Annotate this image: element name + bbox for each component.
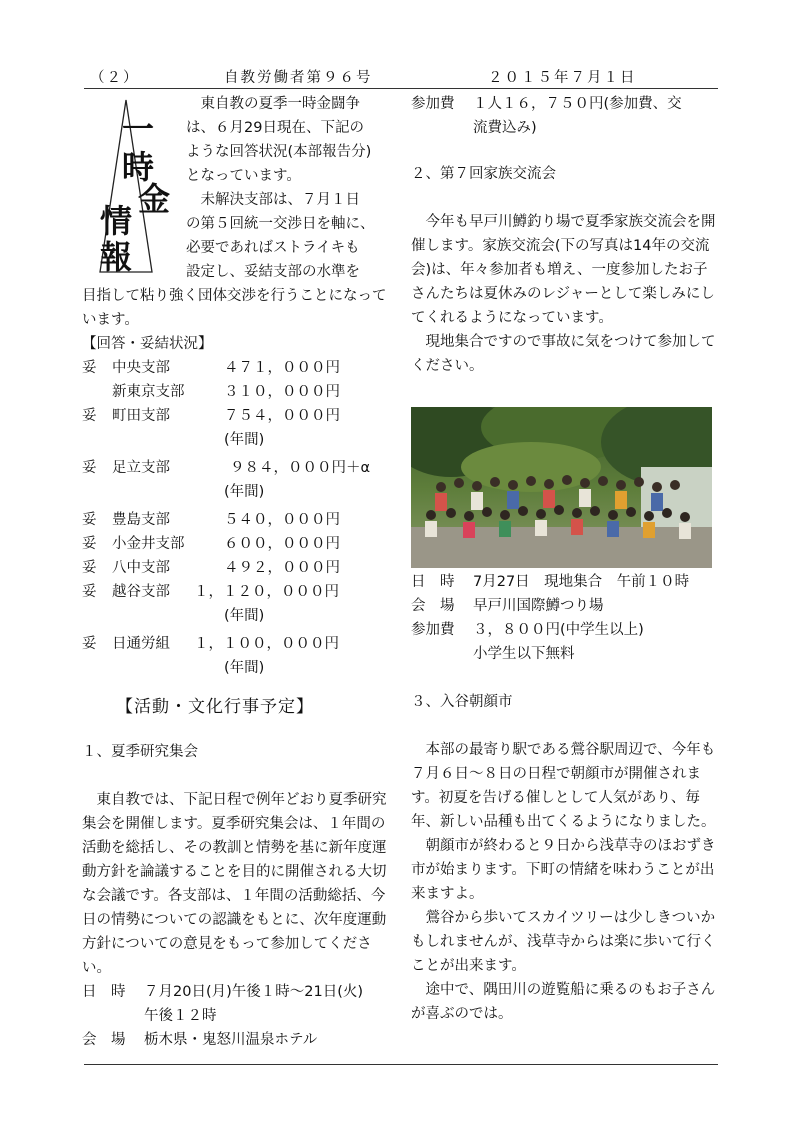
family-place: 早戸川国際鱒つり場 xyxy=(473,598,604,614)
settled-mark: 妥 xyxy=(82,360,97,376)
svg-text:金: 金 xyxy=(138,180,171,218)
settled-mark: 妥 xyxy=(82,408,97,424)
seminar-place-row xyxy=(82,1028,394,1052)
status-row xyxy=(82,556,394,580)
intro-line: 未解決支部は、７月１日 xyxy=(200,192,360,208)
family-event xyxy=(411,162,721,378)
intro-line: ような回答状況(本部報告分) xyxy=(186,144,372,160)
family-fee: ３，８００円(中学生以上) xyxy=(473,622,644,638)
svg-text:時: 時 xyxy=(122,148,155,186)
bonus-intro-full xyxy=(82,284,394,356)
settled-mark: 妥 xyxy=(82,536,97,552)
market-title: ３、入谷朝顔市 xyxy=(411,694,513,710)
seminar-fee-row xyxy=(411,92,721,116)
bonus-info-logo xyxy=(86,96,176,276)
family-event-title: ２、第７回家族交流会 xyxy=(411,166,556,182)
family-fee-row xyxy=(411,618,721,642)
intro-line: となっています。 xyxy=(186,168,301,184)
status-title: 【回答・妥結状況】 xyxy=(82,336,213,352)
family-event-body: 今年も早戸川鱒釣り場で夏季家族交流会を開催します。家族交流会(下の写真は14年の交流会)は、年々参加者も増え、一度参加したお子さんたちは夏休みのレジャーとして楽しみにしてくれるようになっています。 xyxy=(411,214,716,326)
intro-line: 設定し、妥結支部の水準を xyxy=(186,264,360,280)
amount: １，１００，０００円 xyxy=(194,636,339,652)
settled-mark: 妥 xyxy=(82,584,97,600)
amount-note: (年間) xyxy=(224,660,265,676)
seminar-title: １、夏季研究集会 xyxy=(82,744,198,760)
seminar-fee-value-2: 流費込み) xyxy=(473,120,537,136)
activities-heading: 【活動・文化行事予定】 xyxy=(116,697,314,717)
status-note-row xyxy=(82,656,394,680)
intro-line: 東自教の夏季一時金闘争 xyxy=(200,96,360,112)
amount: ６００，０００円 xyxy=(224,536,340,552)
settled-mark: 妥 xyxy=(82,512,97,528)
settled-mark: 妥 xyxy=(82,560,97,576)
place-label: 会 場 xyxy=(82,1032,126,1048)
status-row xyxy=(82,580,394,604)
status-row xyxy=(82,508,394,532)
branch-name: 足立支部 xyxy=(112,460,170,476)
amount: ７５４，０００円 xyxy=(224,408,340,424)
seminar-date: ７月20日(月)午後１時～21日(火) xyxy=(144,984,364,1000)
settled-mark: 妥 xyxy=(82,460,97,476)
bonus-intro-narrow xyxy=(186,92,396,284)
seminar-place: 栃木県・鬼怒川温泉ホテル xyxy=(144,1032,318,1048)
amount: ５４０，０００円 xyxy=(224,512,340,528)
date-label: 日 時 xyxy=(82,984,126,1000)
seminar-fee-value: １人１６，７５０円(参加費、交 xyxy=(473,96,682,112)
amount: ４９２，０００円 xyxy=(224,560,340,576)
intro-continuation: 目指して粘り強く団体交渉を行うことになっています。 xyxy=(82,288,387,328)
branch-name: 豊島支部 xyxy=(112,512,170,528)
fee-label: 参加費 xyxy=(411,622,455,638)
seminar-fee-row-2 xyxy=(411,116,721,140)
status-note-row xyxy=(82,428,394,452)
place-label: 会 場 xyxy=(411,598,455,614)
intro-line: 必要であればストライキも xyxy=(186,240,360,256)
family-event-body-2: 現地集合ですので事故に気をつけて参加してください。 xyxy=(411,334,716,374)
status-note-row xyxy=(82,480,394,504)
family-fee-2: 小学生以下無料 xyxy=(473,646,575,662)
family-event-details xyxy=(411,570,721,666)
intro-line: は、６月29日現在、下記の xyxy=(186,120,364,136)
intro-line: の第５回統一交渉日を軸に、 xyxy=(186,216,375,232)
branch-name: 町田支部 xyxy=(112,408,170,424)
branch-name: 八中支部 xyxy=(112,560,170,576)
amount: １，１２０，０００円 xyxy=(194,584,339,600)
status-row xyxy=(82,456,394,480)
svg-text:報: 報 xyxy=(100,238,133,276)
family-date-row xyxy=(411,570,721,594)
market-paragraph-4: 途中で、隅田川の遊覧船に乗るのもお子さんが喜ぶのでは。 xyxy=(411,982,716,1022)
footer-rule xyxy=(84,1064,718,1065)
svg-text:情: 情 xyxy=(100,202,133,240)
date-label: 日 時 xyxy=(411,574,455,590)
issue-date: ２０１５年７月１日 xyxy=(488,70,637,86)
newspaper-title: 自教労働者第９６号 xyxy=(224,70,373,86)
family-event-group-photo xyxy=(411,407,712,568)
family-fee-row-2 xyxy=(411,642,721,666)
amount: ４７１，０００円 xyxy=(224,360,340,376)
branch-name: 中央支部 xyxy=(112,360,170,376)
amount-note: (年間) xyxy=(224,484,265,500)
status-note-row xyxy=(82,604,394,628)
family-place-row xyxy=(411,594,721,618)
status-row xyxy=(82,356,394,380)
seminar-date-row xyxy=(82,980,394,1004)
status-row xyxy=(82,404,394,428)
branch-name: 小金井支部 xyxy=(112,536,185,552)
branch-name: 日通労組 xyxy=(112,636,170,652)
amount: ３１０，０００円 xyxy=(224,384,340,400)
status-row xyxy=(82,532,394,556)
seminar-date-row-2 xyxy=(82,1004,394,1028)
amount-note: (年間) xyxy=(224,432,265,448)
market-paragraph-3: 鶯谷から歩いてスカイツリーは少しきついかもしれませんが、浅草寺からは楽に歩いて行くことが出来ます。 xyxy=(411,910,716,974)
svg-text:一: 一 xyxy=(122,110,155,148)
amount-note: (年間) xyxy=(224,608,265,624)
status-row xyxy=(82,380,394,404)
settled-mark: 妥 xyxy=(82,636,97,652)
amount: ９８４，０００円＋α xyxy=(230,460,371,476)
bonus-status-table xyxy=(82,356,394,680)
market-paragraph-2: 朝顔市が終わると９日から浅草寺のほおずき市が始まります。下町の情緒を味わうことが出来ますよ。 xyxy=(411,838,716,902)
market-paragraph-1: 本部の最寄り駅である鶯谷駅周辺で、今年も７月６日～８日の日程で朝顔市が開催されます。初夏を告げる催しとして人気があり、毎年、新しい品種も出てくるようになりました。 xyxy=(411,742,716,830)
header-rule xyxy=(84,88,718,89)
branch-name: 新東京支部 xyxy=(112,384,185,400)
page-header xyxy=(84,66,718,86)
seminar-fee xyxy=(411,92,721,140)
summer-seminar xyxy=(82,740,394,1052)
seminar-date-end: 午後１２時 xyxy=(144,1008,217,1024)
morning-glory-market xyxy=(411,690,721,1026)
page-number: （２） xyxy=(90,70,140,86)
branch-name: 越谷支部 xyxy=(112,584,170,600)
status-row xyxy=(82,632,394,656)
family-date: 7月27日 現地集合 午前１０時 xyxy=(473,574,690,590)
fee-label: 参加費 xyxy=(411,96,455,112)
seminar-body: 東自教では、下記日程で例年どおり夏季研究集会を開催します。夏季研究集会は、１年間の活動を総括し、その教訓と情勢を基に新年度運動方針を論議することを目的に開催される大切な会議です。各支部は、１年間の活動総括、今日の情勢についての認識をもとに、次年度運動方針についての意見をもって参加してください。 xyxy=(82,792,387,976)
